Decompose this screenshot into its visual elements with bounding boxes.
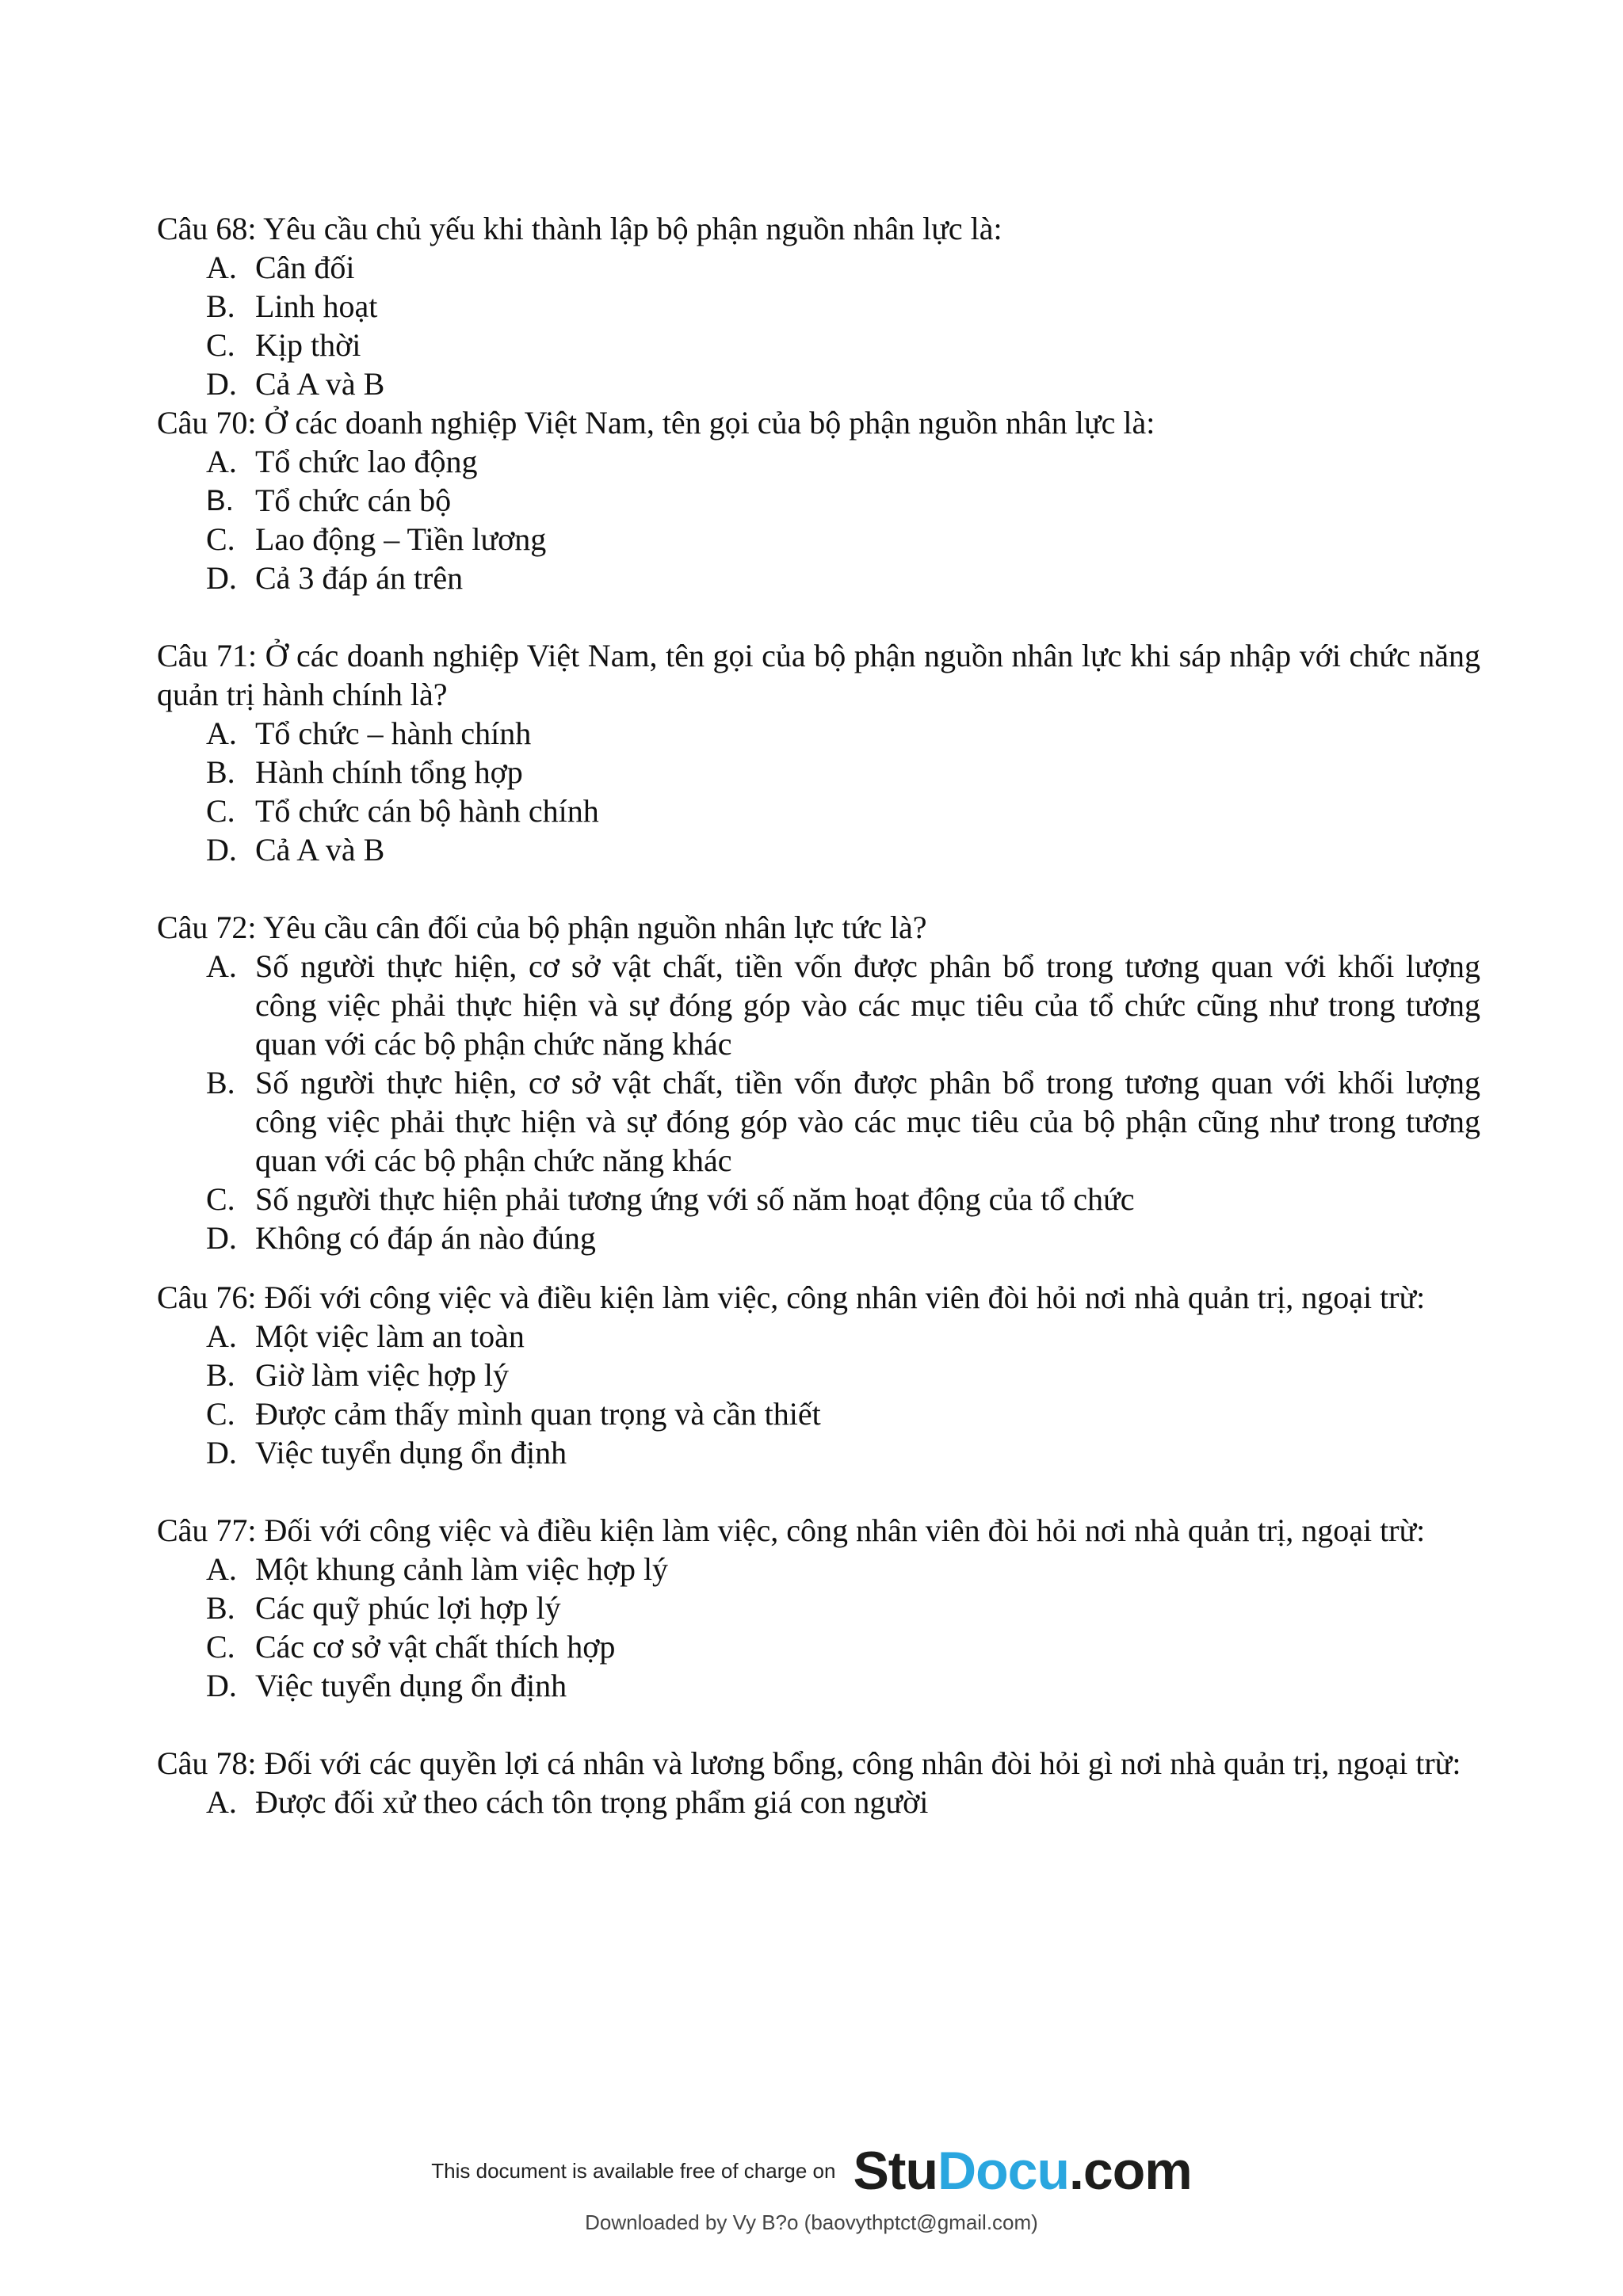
option-b	[206, 753, 1480, 791]
option-list	[157, 714, 1480, 869]
question-text: Câu 77: Đối với công việc và điều kiện làm việc, công nhân viên đòi hỏi nơi nhà quản trị, ngoại trừ:	[157, 1512, 1426, 1548]
question-78	[157, 1744, 1480, 1821]
option-letter: C.	[206, 1396, 235, 1432]
option-text: Được cảm thấy mình quan trọng và cần thiết	[255, 1396, 821, 1432]
option-text: Tổ chức cán bộ	[255, 482, 452, 518]
option-letter: B.	[206, 754, 235, 790]
option-c	[206, 1627, 1480, 1666]
option-text: Giờ làm việc hợp lý	[255, 1357, 510, 1393]
option-letter: C.	[206, 1629, 235, 1665]
availability-note: This document is available free of charge on	[431, 2158, 836, 2183]
option-list	[157, 442, 1480, 597]
question-72	[157, 908, 1480, 1257]
option-d	[206, 364, 1480, 403]
option-text: Các quỹ phúc lợi hợp lý	[255, 1590, 561, 1626]
option-d	[206, 1433, 1480, 1472]
question-76	[157, 1278, 1480, 1472]
option-letter: B.	[206, 1590, 235, 1626]
option-text: Số người thực hiện phải tương ứng với số năm hoạt động của tổ chức	[255, 1181, 1135, 1217]
question-71	[157, 636, 1480, 869]
option-a	[206, 947, 1480, 1063]
option-letter: A.	[206, 1784, 237, 1820]
question-text: Câu 72: Yêu cầu cân đối của bộ phận nguồn nhân lực tức là?	[157, 910, 927, 945]
option-list	[157, 1550, 1480, 1705]
option-b	[206, 481, 1480, 520]
option-c	[206, 1394, 1480, 1433]
option-b	[206, 1356, 1480, 1394]
option-a	[206, 1550, 1480, 1589]
option-text: Hành chính tổng hợp	[255, 754, 523, 790]
option-letter: A.	[206, 715, 237, 751]
option-letter: B.	[206, 1357, 235, 1393]
option-letter: C.	[206, 521, 235, 557]
option-letter: A.	[206, 1551, 237, 1587]
option-letter: B.	[206, 288, 235, 324]
option-text: Số người thực hiện, cơ sở vật chất, tiền vốn được phân bổ trong tương quan với khối lượng công việc phải thực hiện và sự đóng góp vào các mục tiêu của tổ chức cũng như trong tương quan với các bộ phận chức năng khác	[255, 948, 1480, 1062]
option-letter: B.	[206, 1065, 235, 1100]
option-text: Việc tuyển dụng ổn định	[255, 1668, 567, 1703]
option-text: Tổ chức cán bộ hành chính	[255, 793, 599, 829]
option-text: Việc tuyển dụng ổn định	[255, 1435, 567, 1470]
option-d	[206, 559, 1480, 597]
option-text: Tổ chức – hành chính	[255, 715, 532, 751]
option-a	[206, 442, 1480, 481]
option-list	[157, 1317, 1480, 1472]
option-text: Không có đáp án nào đúng	[255, 1220, 596, 1256]
question-70	[157, 403, 1480, 597]
option-letter: D.	[206, 366, 237, 402]
option-text: Lao động – Tiền lương	[255, 521, 547, 557]
option-letter: D.	[206, 1668, 237, 1703]
option-letter: A.	[206, 1318, 237, 1354]
option-b	[206, 1063, 1480, 1180]
option-letter: A.	[206, 948, 237, 984]
option-letter: C.	[206, 1181, 235, 1217]
option-text: Cả A và B	[255, 366, 385, 402]
option-text: Các cơ sở vật chất thích hợp	[255, 1629, 616, 1665]
option-list	[157, 1783, 1480, 1821]
option-letter: D.	[206, 832, 237, 868]
option-letter: C.	[206, 327, 235, 363]
option-letter: D.	[206, 1220, 237, 1256]
option-text: Linh hoạt	[255, 288, 378, 324]
option-letter: A.	[206, 444, 237, 479]
option-text: Cả 3 đáp án trên	[255, 560, 464, 596]
question-text: Câu 76: Đối với công việc và điều kiện làm việc, công nhân viên đòi hỏi nơi nhà quản trị, ngoại trừ:	[157, 1280, 1426, 1315]
option-a	[206, 714, 1480, 753]
option-text: Tổ chức lao động	[255, 444, 478, 479]
option-d	[206, 1666, 1480, 1705]
availability-banner	[431, 2139, 1191, 2203]
option-a	[206, 248, 1480, 287]
option-text: Kịp thời	[255, 327, 361, 363]
option-c	[206, 326, 1480, 364]
page-footer	[0, 2139, 1623, 2235]
option-c	[206, 791, 1480, 830]
brand-stu: Stu	[853, 2141, 938, 2201]
option-d	[206, 1219, 1480, 1257]
option-text: Một việc làm an toàn	[255, 1318, 525, 1354]
option-b	[206, 1589, 1480, 1627]
download-attribution: Downloaded by Vy B?o (baovythptct@gmail.com)	[585, 2210, 1038, 2234]
option-text: Một khung cảnh làm việc hợp lý	[255, 1551, 669, 1587]
option-c	[206, 1180, 1480, 1219]
brand-com: .com	[1069, 2141, 1192, 2201]
option-a	[206, 1317, 1480, 1356]
option-letter: D.	[206, 560, 237, 596]
studocu-logo-link[interactable]	[853, 2139, 1191, 2203]
option-text: Cả A và B	[255, 832, 385, 868]
option-letter: B.	[206, 484, 234, 517]
option-letter: D.	[206, 1435, 237, 1470]
option-d	[206, 830, 1480, 869]
option-text: Cân đối	[255, 250, 355, 285]
document-page	[157, 209, 1480, 1821]
option-b	[206, 287, 1480, 326]
question-text: Câu 78: Đối với các quyền lợi cá nhân và lương bổng, công nhân đòi hỏi gì nơi nhà quản trị, ngoại trừ:	[157, 1745, 1461, 1781]
question-68	[157, 209, 1480, 403]
option-list	[157, 248, 1480, 403]
option-list	[157, 947, 1480, 1257]
question-text: Câu 70: Ở các doanh nghiệp Việt Nam, tên gọi của bộ phận nguồn nhân lực là:	[157, 405, 1155, 441]
option-letter: C.	[206, 793, 235, 829]
option-a	[206, 1783, 1480, 1821]
question-77	[157, 1511, 1480, 1705]
question-text: Câu 68: Yêu cầu chủ yếu khi thành lập bộ phận nguồn nhân lực là:	[157, 211, 1002, 246]
option-letter: A.	[206, 250, 237, 285]
brand-docu: Docu	[938, 2141, 1069, 2201]
option-text: Số người thực hiện, cơ sở vật chất, tiền vốn được phân bổ trong tương quan với khối lượng công việc phải thực hiện và sự đóng góp vào các mục tiêu của bộ phận cũng như trong tương quan với các bộ phận chức năng khác	[255, 1065, 1480, 1178]
option-text: Được đối xử theo cách tôn trọng phẩm giá con người	[255, 1784, 929, 1820]
question-text: Câu 71: Ở các doanh nghiệp Việt Nam, tên gọi của bộ phận nguồn nhân lực khi sáp nhập với chức năng quản trị hành chính là?	[157, 638, 1480, 712]
option-c	[206, 520, 1480, 559]
